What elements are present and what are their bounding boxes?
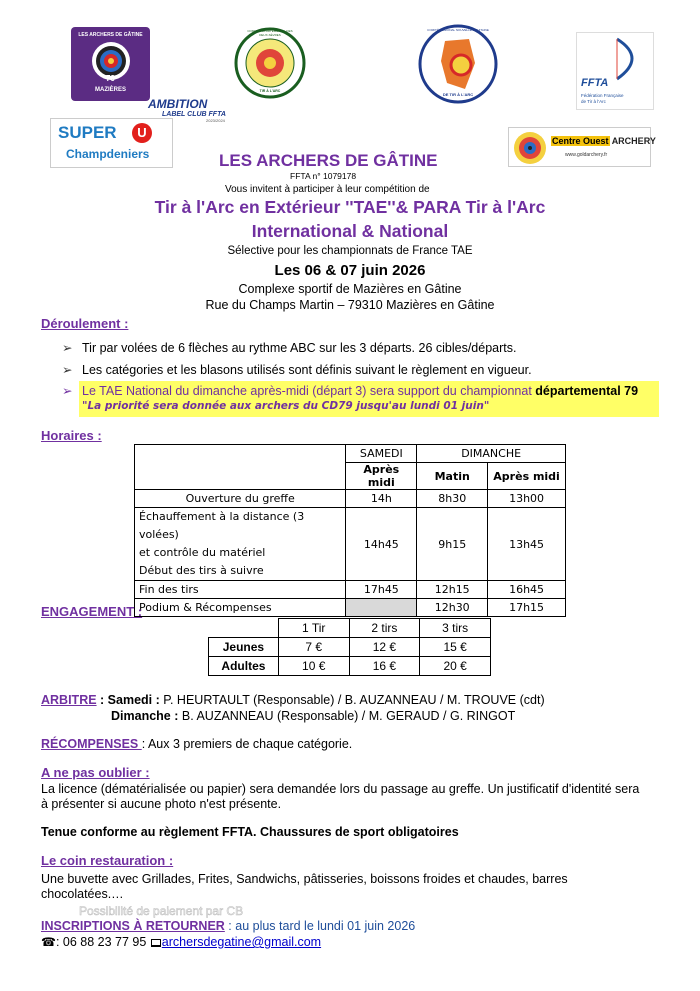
ffta-sub1: Fédération Française	[581, 93, 624, 98]
inscriptions-deadline: : au plus tard le lundi 01 juin 2026	[224, 919, 416, 933]
time-cell: 16h45	[488, 581, 566, 599]
subheader-cell: Après midi	[488, 463, 566, 490]
arbitre-sam-names: P. HEURTAULT (Responsable) / B. AUZANNEAU / M. TROUVE (cdt)	[163, 693, 545, 707]
table-row	[209, 657, 491, 676]
row-label-multi	[135, 508, 346, 581]
arbitre-samedi	[41, 693, 545, 707]
arrow-bullet-icon: ➢	[62, 384, 73, 398]
price-cell: 10 €	[278, 657, 349, 676]
ffta-sub2: de Tir à l'Arc	[581, 99, 606, 104]
time-cell: 17h15	[488, 599, 566, 617]
selective-text: Sélective pour les championnats de France TAE	[227, 245, 473, 257]
restauration-heading: Le coin restauration :	[41, 853, 174, 868]
comite-reg-bottom: DE TIR À L'ARC	[442, 92, 474, 97]
time-cell: 12h15	[417, 581, 488, 599]
arbitre-dim-names: B. AUZANNEAU (Responsable) / M. GERAUD / G. RINGOT	[181, 709, 516, 723]
row-label: Fin des tirs	[135, 581, 346, 599]
event-dates: Les 06 & 07 juin 2026	[274, 262, 426, 279]
arrow-bullet-icon: ➢	[62, 363, 73, 377]
invite-text: Vous invitent à participer à leur compétition de	[225, 184, 430, 195]
deroulement-item-text: Tir par volées de 6 flèches au rythme ABC sur les 3 départs. 26 cibles/départs.	[82, 341, 517, 355]
arbitre-sam-label: : Samedi :	[96, 693, 164, 707]
email-link[interactable]: archersdegatine@gmail.com	[161, 935, 322, 949]
centre-ouest-archery-logo	[508, 127, 656, 167]
ambition-line3: 2023/2024	[206, 118, 225, 123]
highlight-bold: départemental 79	[535, 384, 639, 398]
price-cell: 12 €	[349, 638, 420, 657]
time-cell: 14h45	[346, 508, 417, 581]
row-label: Adultes	[209, 657, 279, 676]
table-row	[135, 581, 566, 599]
event-title: Tir à l'Arc en Extérieur ''TAE''& PARA Tir à l'Arc	[154, 197, 546, 217]
time-cell: 13h00	[488, 490, 566, 508]
ffta-text: FFTA	[581, 77, 609, 89]
horaires-table	[134, 444, 566, 617]
oublier-line-1: La licence (dématérialisée ou papier) sera demandée lors du passage au greffe. Un justificatif d'identité sera	[41, 782, 640, 796]
engagement-header-row	[209, 619, 491, 638]
recompenses-heading: RÉCOMPENSES	[41, 737, 142, 751]
ambition-line1: AMBITION	[148, 97, 208, 111]
comite-dep-bottom: TIR À L'ARC	[259, 89, 281, 93]
col-header: 3 tirs	[420, 619, 491, 638]
col-header: 1 Tir	[278, 619, 349, 638]
engagement-empty-cell	[209, 619, 279, 638]
ffta-logo	[576, 32, 654, 110]
row-label: et contrôle du matériel	[139, 546, 266, 559]
row-label: Ouverture du greffe	[135, 490, 346, 508]
centre-ouest-url: www.goldarchery.fr	[565, 152, 608, 158]
restauration-line-1: Une buvette avec Grillades, Frites, Sandwichs, pâtisseries, boissons froides et chaudes, barres	[41, 872, 568, 886]
logo-text-bottom: MAZIÈRES	[94, 87, 126, 93]
comite-departemental-logo	[234, 27, 306, 99]
arbitre-dimanche	[111, 709, 515, 723]
restauration-line-2: chocolatées.…	[41, 887, 124, 901]
horaires-day-row	[135, 445, 566, 463]
time-cell-empty	[346, 599, 417, 617]
arrow-bullet-icon: ➢	[62, 341, 73, 355]
comite-dep-text: COMITÉ DÉPARTEMENTAL DES DEUX-SÈVRES	[247, 29, 293, 37]
phone-icon: ☎	[41, 935, 56, 949]
ffta-number: FFTA n° 1079178	[290, 171, 357, 181]
table-row	[135, 599, 566, 617]
superu-city: Champdeniers	[66, 147, 150, 161]
engagement-table	[208, 618, 491, 676]
deroulement-item-1	[62, 340, 516, 355]
logo-number: 79	[106, 74, 115, 83]
deroulement-heading: Déroulement :	[41, 316, 129, 331]
row-label: Jeunes	[209, 638, 279, 657]
ambition-line2: LABEL CLUB FFTA	[162, 111, 226, 118]
time-cell: 12h30	[417, 599, 488, 617]
horaires-heading: Horaires :	[41, 428, 102, 443]
col-header: 2 tirs	[349, 619, 420, 638]
price-cell: 15 €	[420, 638, 491, 657]
day-header-samedi: SAMEDI	[346, 445, 417, 463]
row-label: Échauffement à la distance (3 volées)	[139, 510, 305, 541]
recompenses-line	[41, 737, 352, 751]
time-cell: 14h	[346, 490, 417, 508]
club-title: LES ARCHERS DE GÂTINE	[219, 151, 438, 170]
archers-de-gatine-logo	[71, 27, 150, 101]
logo-text-top: LES ARCHERS DE GÂTINE	[78, 32, 143, 38]
recompenses-text: : Aux 3 premiers de chaque catégorie.	[141, 737, 353, 751]
table-row	[135, 508, 566, 581]
highlight-text: Le TAE National du dimanche après-midi (départ 3) sera support du championnat	[82, 384, 536, 398]
comite-regional-logo	[417, 23, 499, 105]
subheader-cell: Matin	[417, 463, 488, 490]
table-row	[135, 490, 566, 508]
venue-address: Rue du Champs Martin – 79310 Mazières en Gâtine	[205, 298, 495, 312]
oublier-heading: A ne pas oublier :	[41, 765, 150, 780]
row-label: Podium & Récompenses	[135, 599, 346, 617]
row-label: Début des tirs à suivre	[139, 564, 264, 577]
price-cell: 16 €	[349, 657, 420, 676]
table-row	[209, 638, 491, 657]
deroulement-item-3	[62, 383, 638, 398]
super-u-logo	[50, 118, 173, 168]
tenue-text: Tenue conforme au règlement FFTA. Chaussures de sport obligatoires	[41, 825, 459, 839]
oublier-line-2: à présenter si aucune photo n'est présente.	[41, 797, 282, 811]
cb-payment-note: Possibilité de paiement par CB	[79, 904, 244, 918]
gold-target-icon	[513, 131, 547, 165]
centre-ouest-name-text: Centre Ouest	[552, 136, 609, 146]
price-cell: 7 €	[278, 638, 349, 657]
comite-reg-text: COMITÉ RÉGIONAL NOUVELLE-AQUITAINE	[427, 28, 489, 32]
engagement-heading: ENGAGEMENT :	[41, 604, 143, 619]
time-cell: 8h30	[417, 490, 488, 508]
inscriptions-heading: INSCRIPTIONS À RETOURNER	[41, 919, 225, 933]
priority-note: "La priorité sera donnée aux archers du CD79 jusqu'au lundi 01 juin"	[82, 400, 490, 412]
event-subtitle: International & National	[251, 221, 449, 241]
price-cell: 20 €	[420, 657, 491, 676]
centre-ouest-tag: ARCHERY	[611, 136, 656, 146]
superu-brand: SUPER	[58, 123, 117, 142]
computer-icon	[151, 939, 161, 947]
time-cell: 13h45	[488, 508, 566, 581]
contact-line	[41, 935, 321, 949]
superu-u-badge: U	[132, 123, 152, 143]
phone-number: : 06 88 23 77 95	[55, 935, 150, 949]
deroulement-item-2	[62, 362, 532, 377]
arbitre-heading: ARBITRE	[41, 693, 97, 707]
inscriptions-line	[41, 919, 415, 933]
ffta-archer-icon	[577, 33, 655, 83]
day-header-dimanche: DIMANCHE	[417, 445, 566, 463]
time-cell: 17h45	[346, 581, 417, 599]
deroulement-item-text: Les catégories et les blasons utilisés sont définis suivant le règlement en vigueur.	[82, 363, 532, 377]
venue-name: Complexe sportif de Mazières en Gâtine	[238, 282, 462, 296]
centre-ouest-name	[551, 136, 656, 146]
time-cell: 9h15	[417, 508, 488, 581]
horaires-empty-cell	[135, 445, 346, 490]
arbitre-dim-label: Dimanche :	[111, 709, 182, 723]
subheader-cell: Après midi	[346, 463, 417, 490]
